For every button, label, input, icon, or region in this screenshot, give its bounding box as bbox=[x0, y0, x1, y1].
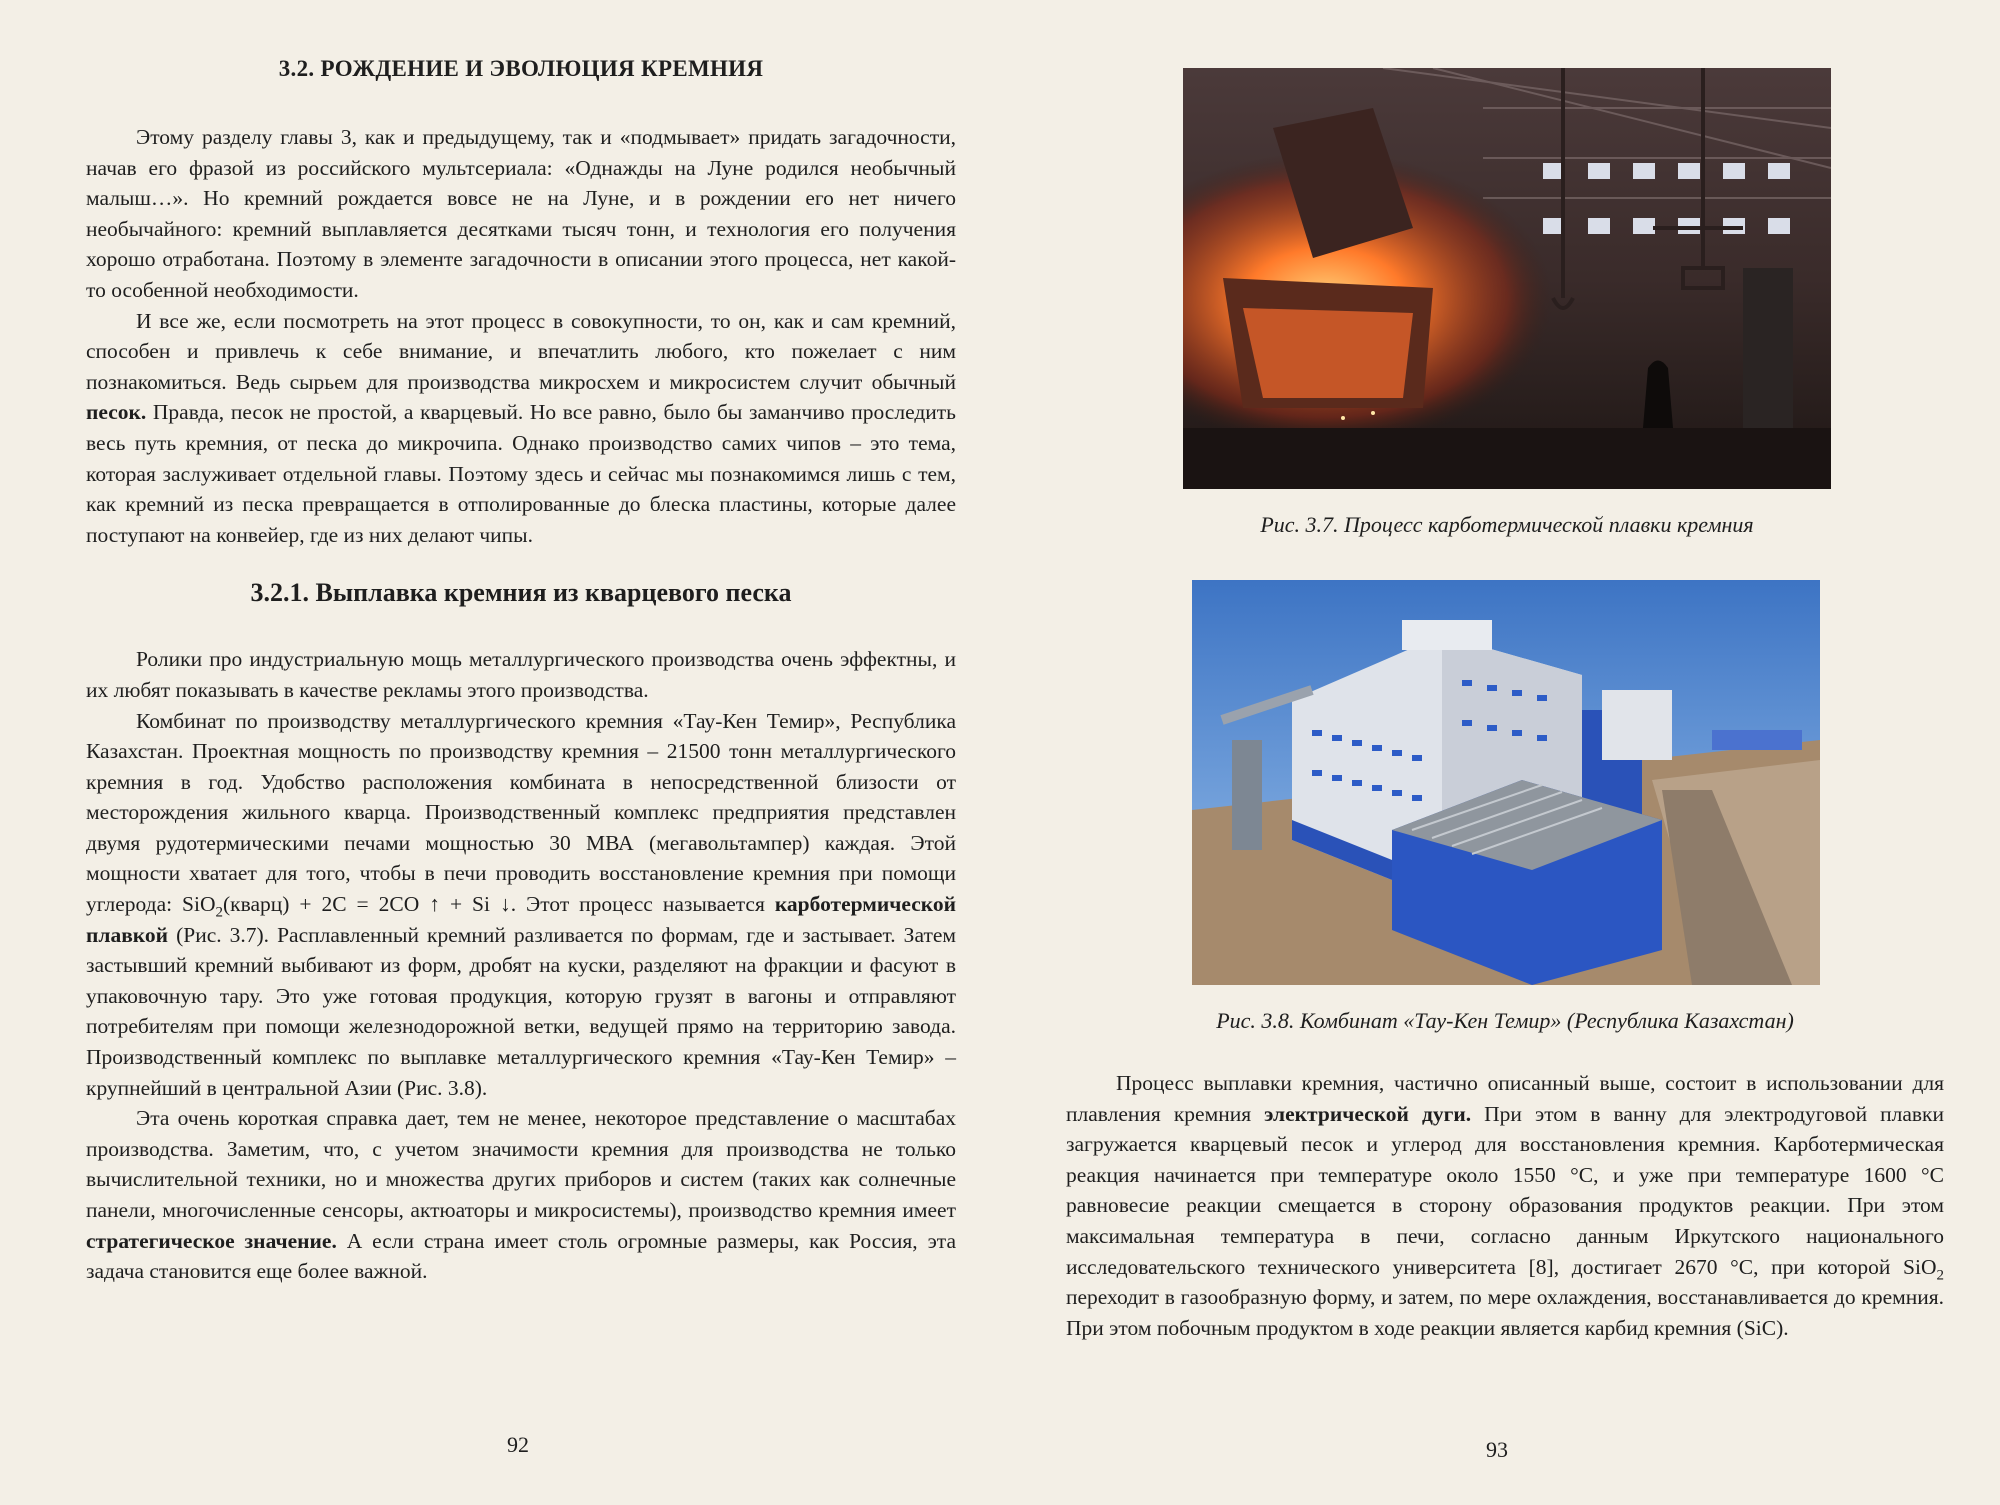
chemical-formula: (кварц) + 2C = 2CO ↑ + Si ↓. bbox=[223, 892, 517, 917]
term-sand: песок. bbox=[86, 400, 147, 425]
sio2-subscript: 2 bbox=[1936, 1266, 1944, 1283]
paragraph-sand bbox=[86, 306, 956, 551]
left-page-text-column bbox=[86, 56, 956, 1287]
page-number-right: 93 bbox=[1486, 1437, 1508, 1462]
term-electric-arc: электрической дуги. bbox=[1264, 1101, 1472, 1126]
paragraph-sand-text-a: И все же, если посмотреть на этот процесс в совокупности, то он, как и сам кремний, способен и привлечь к себе внимание, и впечатлить любого, кто пожелает с ним познакомиться. Ведь сырьем для производства микросхем и микросистем случит обычный bbox=[86, 308, 956, 394]
term-strategic: стратегическое значение. bbox=[86, 1228, 337, 1253]
formula-subscript: 2 bbox=[215, 904, 224, 921]
left-page bbox=[0, 0, 990, 1505]
paragraph-sand-text-b: Правда, песок не простой, а кварцевый. Но все равно, было бы заманчиво проследить весь путь кремния, от песка до микрочипа. Однако производство самих чипов – это тема, которая заслуживает отдельной главы. Поэтому здесь и сейчас мы познакомимся лишь с тем, как кремний из песка превращается в отполированные до блеска пластины, которые далее поступают на конвейер, где из них делают чипы. bbox=[86, 400, 956, 547]
intro-paragraph: Этому разделу главы 3, как и предыдущему, так и «подмывает» придать загадочности, начав его фразой из российского мультсериала: «Однажды на Луне родился необычный малыш…». Но кремний рождается вовсе не на Луне, и в рождении его нет ничего необычайного: кремний выплавляется десятками тысяч тонн, и технология его получения хорошо отработана. Поэтому в элементе загадочности в описании этого процесса, нет какой-то особенной необходимости. bbox=[86, 125, 956, 302]
furnace-photo bbox=[1183, 68, 1831, 489]
paragraph-scale-text-a: Эта очень короткая справка дает, тем не менее, некоторое представление о масштабах производства. Заметим, что, с учетом значимости кремния для производства не только вычислительной техники, но и множества других приборов и систем (таких как солнечные панели, многочисленные сенсоры, актюаторы и микросистемы), производство кремния имеет bbox=[86, 1106, 956, 1222]
term-carbothermic: карботермической плавкой bbox=[86, 892, 957, 947]
paragraph-arc-text-b: При этом в ванну для электродуговой плавки загружается кварцевый песок и углерод для восстановления кремния. Карботермическая реакция начинается при температуре около 1550 °C, и уже при температуре 1600 °C равновесие реакции смещается в сторону образования продуктов реакции. При этом максимальная температура в печи, согласно данным Иркутского национального исследовательского технического университета [8], достигает 2670 °C, при которой SiO bbox=[1066, 1101, 1944, 1279]
paragraph-arc-text-a: Процесс выплавки кремния, частично описанный выше, состоит в использовании для плавления кремния bbox=[1066, 1071, 1944, 1126]
paragraph-scale-text-b: А если страна имеет столь огромные размеры, как Россия, эта задача становится еще более важной. bbox=[86, 1228, 957, 1284]
paragraph-scale bbox=[86, 1103, 956, 1287]
subsection-title: 3.2.1. Выплавка кремния из кварцевого песка bbox=[250, 578, 792, 608]
paragraph-kombinat-text-c: (Рис. 3.7). Расплавленный кремний разливается по формам, где и застывает. Затем застывший кремний выбивают из форм, дробят на куски, разделяют на фракции и фасуют в упаковочную тару. Это уже готовая продукция, которую грузят в вагоны и отправляют потребителям при помощи железнодорожной ветки, ведущей прямо на территорию завода. Производственный комплекс по выплавке металлургического кремния «Тау-Кен Темир» – крупнейший в центральной Азии (Рис. 3.8). bbox=[86, 922, 956, 1100]
page-number-left: 92 bbox=[507, 1432, 529, 1457]
right-page bbox=[1000, 0, 2000, 1505]
paragraph-kombinat bbox=[86, 706, 956, 1104]
paragraph-arc-text-c: переходит в газообразную форму, и затем, по мере охлаждения, восстанавливается до кремния. При этом побочным продуктом в ходе реакции является карбид кремния (SiC). bbox=[1066, 1285, 1944, 1340]
figure-3-7-caption: Рис. 3.7. Процесс карботермической плавки кремния bbox=[1260, 512, 1754, 537]
paragraph-videos: Ролики про индустриальную мощь металлургического производства очень эффектны, и их любят показывать в качестве рекламы этого производства. bbox=[86, 647, 956, 702]
right-page-text-column bbox=[1066, 1068, 1944, 1343]
figure-3-8-caption: Рис. 3.8. Комбинат «Тау-Кен Темир» (Республика Казахстан) bbox=[1216, 1008, 1794, 1033]
paragraph-arc-melting bbox=[1066, 1068, 1944, 1343]
section-title: 3.2. РОЖДЕНИЕ И ЭВОЛЮЦИЯ КРЕМНИЯ bbox=[278, 56, 764, 81]
plant-photo bbox=[1192, 580, 1820, 985]
paragraph-kombinat-text-a: Комбинат по производству металлургического кремния «Тау-Кен Темир», Республика Казахстан. Проектная мощность по производству кремния – 21500 тонн металлургического кремния в год. Удобство расположения комбината в непосредственной близости от месторождения жильного кварца. Производственный комплекс предприятия представлен двумя рудотермическими печами мощностью 30 МВА (мегавольтампер) каждая. Этой мощности хватает для того, чтобы в печи проводить восстановление кремния при помощи углерода: SiO bbox=[86, 708, 956, 917]
paragraph-kombinat-text-b: Этот процесс называется bbox=[516, 892, 775, 917]
